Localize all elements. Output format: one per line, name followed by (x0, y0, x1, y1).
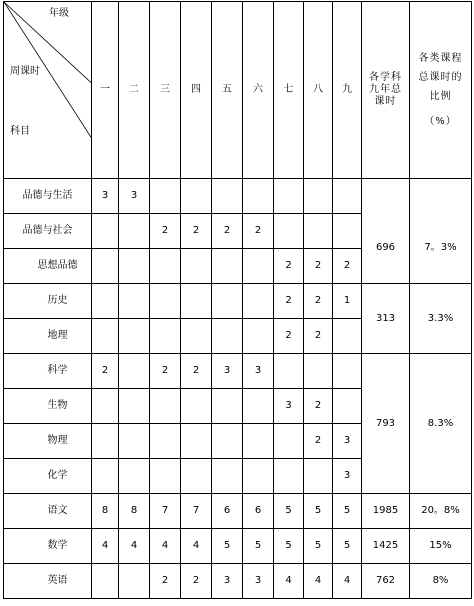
header-weekly-hours-label: 周课时 (10, 66, 40, 77)
subject-cell: 品德与社会 (4, 214, 92, 249)
hours-cell (212, 389, 243, 424)
hours-cell: 2 (181, 214, 212, 249)
subject-cell: 物理 (4, 424, 92, 459)
ratio-cell: 8.3% (410, 354, 472, 494)
hours-cell: 3 (212, 564, 243, 599)
hours-cell (119, 214, 150, 249)
hours-cell (119, 564, 150, 599)
hours-cell (304, 459, 333, 494)
hours-cell (181, 319, 212, 354)
subject-cell: 科学 (4, 354, 92, 389)
hours-cell: 2 (181, 354, 212, 389)
hours-cell: 5 (243, 529, 274, 564)
ratio-cell: 15% (410, 529, 472, 564)
hours-cell: 2 (274, 319, 304, 354)
hours-cell (304, 354, 333, 389)
hours-cell: 4 (181, 529, 212, 564)
hours-cell (119, 249, 150, 284)
hours-cell: 8 (119, 494, 150, 529)
hours-cell: 1 (333, 284, 362, 319)
hours-cell (243, 179, 274, 214)
subject-cell: 品德与生活 (4, 179, 92, 214)
hours-cell (243, 389, 274, 424)
hours-cell (119, 389, 150, 424)
subject-cell: 英语 (4, 564, 92, 599)
table-row (4, 214, 472, 249)
ratio-cell (410, 179, 472, 214)
hours-cell: 5 (333, 529, 362, 564)
hours-cell (181, 389, 212, 424)
hours-cell (243, 284, 274, 319)
header-grade-label: 年级 (49, 8, 69, 19)
hours-cell (212, 459, 243, 494)
diagonal-lines (4, 2, 91, 178)
ratio-cell: 20。8% (410, 494, 472, 529)
hours-cell (333, 214, 362, 249)
hours-cell (243, 249, 274, 284)
hours-cell (181, 459, 212, 494)
hours-cell (119, 319, 150, 354)
subject-cell: 化学 (4, 459, 92, 494)
total-hours-cell: 762 (362, 564, 410, 599)
total-hours-cell: 1425 (362, 529, 410, 564)
hours-cell: 3 (333, 459, 362, 494)
hours-cell (274, 179, 304, 214)
grade-header-2: 二 (119, 2, 150, 179)
subject-cell: 语文 (4, 494, 92, 529)
header-row (4, 2, 472, 179)
hours-cell (150, 459, 181, 494)
hours-cell (150, 424, 181, 459)
subject-cell: 生物 (4, 389, 92, 424)
hours-cell (92, 424, 119, 459)
ratio-cell: 7。3% (410, 214, 472, 284)
hours-cell (243, 459, 274, 494)
grade-header-7: 七 (274, 2, 304, 179)
ratio-unit: （%） (424, 116, 457, 127)
hours-cell: 2 (304, 389, 333, 424)
hours-cell: 2 (304, 319, 333, 354)
table-row (4, 564, 472, 599)
hours-cell (333, 319, 362, 354)
hours-cell (304, 214, 333, 249)
hours-cell (150, 249, 181, 284)
grade-header-5: 五 (212, 2, 243, 179)
hours-cell: 4 (150, 529, 181, 564)
hours-cell (181, 284, 212, 319)
hours-cell (212, 284, 243, 319)
hours-cell: 2 (333, 249, 362, 284)
hours-cell (333, 389, 362, 424)
hours-cell (150, 389, 181, 424)
hours-cell (212, 319, 243, 354)
grade-header-4: 四 (181, 2, 212, 179)
hours-cell (274, 424, 304, 459)
grade-header-9: 九 (333, 2, 362, 179)
hours-cell: 2 (304, 249, 333, 284)
hours-cell (181, 424, 212, 459)
grade-header-1: 一 (92, 2, 119, 179)
hours-cell (92, 214, 119, 249)
total-hours-cell: 1985 (362, 494, 410, 529)
total-hours-cell: 313 (362, 284, 410, 354)
curriculum-hours-table (3, 1, 472, 599)
hours-cell: 2 (150, 354, 181, 389)
hours-cell (119, 354, 150, 389)
hours-cell (92, 284, 119, 319)
hours-cell (119, 284, 150, 319)
hours-cell: 2 (274, 284, 304, 319)
hours-cell (212, 424, 243, 459)
subject-cell: 历史 (4, 284, 92, 319)
hours-cell (181, 179, 212, 214)
hours-cell (92, 249, 119, 284)
table-row (4, 354, 472, 389)
table-row (4, 494, 472, 529)
hours-cell: 5 (212, 529, 243, 564)
total-hours-cell: 793 (362, 354, 410, 494)
hours-cell: 4 (92, 529, 119, 564)
hours-cell (92, 564, 119, 599)
hours-cell: 5 (304, 494, 333, 529)
hours-cell (274, 354, 304, 389)
hours-cell: 4 (333, 564, 362, 599)
hours-cell (119, 424, 150, 459)
hours-cell: 3 (119, 179, 150, 214)
table-row (4, 529, 472, 564)
hours-cell: 3 (274, 389, 304, 424)
hours-cell: 2 (274, 249, 304, 284)
hours-cell: 6 (212, 494, 243, 529)
hours-cell: 7 (181, 494, 212, 529)
total-hours-cell (362, 179, 410, 214)
hours-cell (304, 179, 333, 214)
hours-cell: 3 (92, 179, 119, 214)
ratio-cell: 3.3% (410, 284, 472, 354)
hours-cell: 3 (243, 564, 274, 599)
total-hours-cell: 696 (362, 214, 410, 284)
hours-cell: 4 (119, 529, 150, 564)
hours-cell (333, 354, 362, 389)
hours-cell: 7 (150, 494, 181, 529)
hours-cell: 4 (274, 564, 304, 599)
hours-cell: 3 (212, 354, 243, 389)
hours-cell: 4 (304, 564, 333, 599)
subject-cell: 地理 (4, 319, 92, 354)
total-hours-header: 各学科 九年总 课时 (362, 2, 410, 179)
hours-cell (92, 389, 119, 424)
grade-header-6: 六 (243, 2, 274, 179)
hours-cell: 2 (150, 564, 181, 599)
hours-cell (274, 459, 304, 494)
subject-cell: 数学 (4, 529, 92, 564)
hours-cell (333, 179, 362, 214)
hours-cell (92, 459, 119, 494)
hours-cell: 5 (274, 494, 304, 529)
subject-cell: 思想品德 (4, 249, 92, 284)
hours-cell: 3 (243, 354, 274, 389)
hours-cell: 5 (333, 494, 362, 529)
hours-cell: 5 (274, 529, 304, 564)
hours-cell: 6 (243, 494, 274, 529)
table-row (4, 284, 472, 319)
header-subject-label: 科目 (10, 126, 30, 137)
table-row (4, 179, 472, 214)
hours-cell: 2 (212, 214, 243, 249)
hours-cell (150, 284, 181, 319)
hours-cell: 2 (181, 564, 212, 599)
diagonal-header-cell (4, 2, 92, 179)
grade-header-8: 八 (304, 2, 333, 179)
hours-cell (243, 319, 274, 354)
hours-cell (181, 249, 212, 284)
grade-header-3: 三 (150, 2, 181, 179)
hours-cell (212, 179, 243, 214)
hours-cell: 2 (304, 284, 333, 319)
hours-cell: 5 (304, 529, 333, 564)
hours-cell: 8 (92, 494, 119, 529)
hours-cell (119, 459, 150, 494)
hours-cell: 2 (92, 354, 119, 389)
ratio-header: 各类课程 总课时的 比例 （%） (410, 2, 472, 179)
hours-cell: 2 (243, 214, 274, 249)
hours-cell: 2 (304, 424, 333, 459)
hours-cell (274, 214, 304, 249)
hours-cell: 3 (333, 424, 362, 459)
hours-cell (92, 319, 119, 354)
hours-cell (243, 424, 274, 459)
hours-cell (150, 319, 181, 354)
hours-cell (212, 249, 243, 284)
hours-cell: 2 (150, 214, 181, 249)
hours-cell (150, 179, 181, 214)
ratio-cell: 8% (410, 564, 472, 599)
